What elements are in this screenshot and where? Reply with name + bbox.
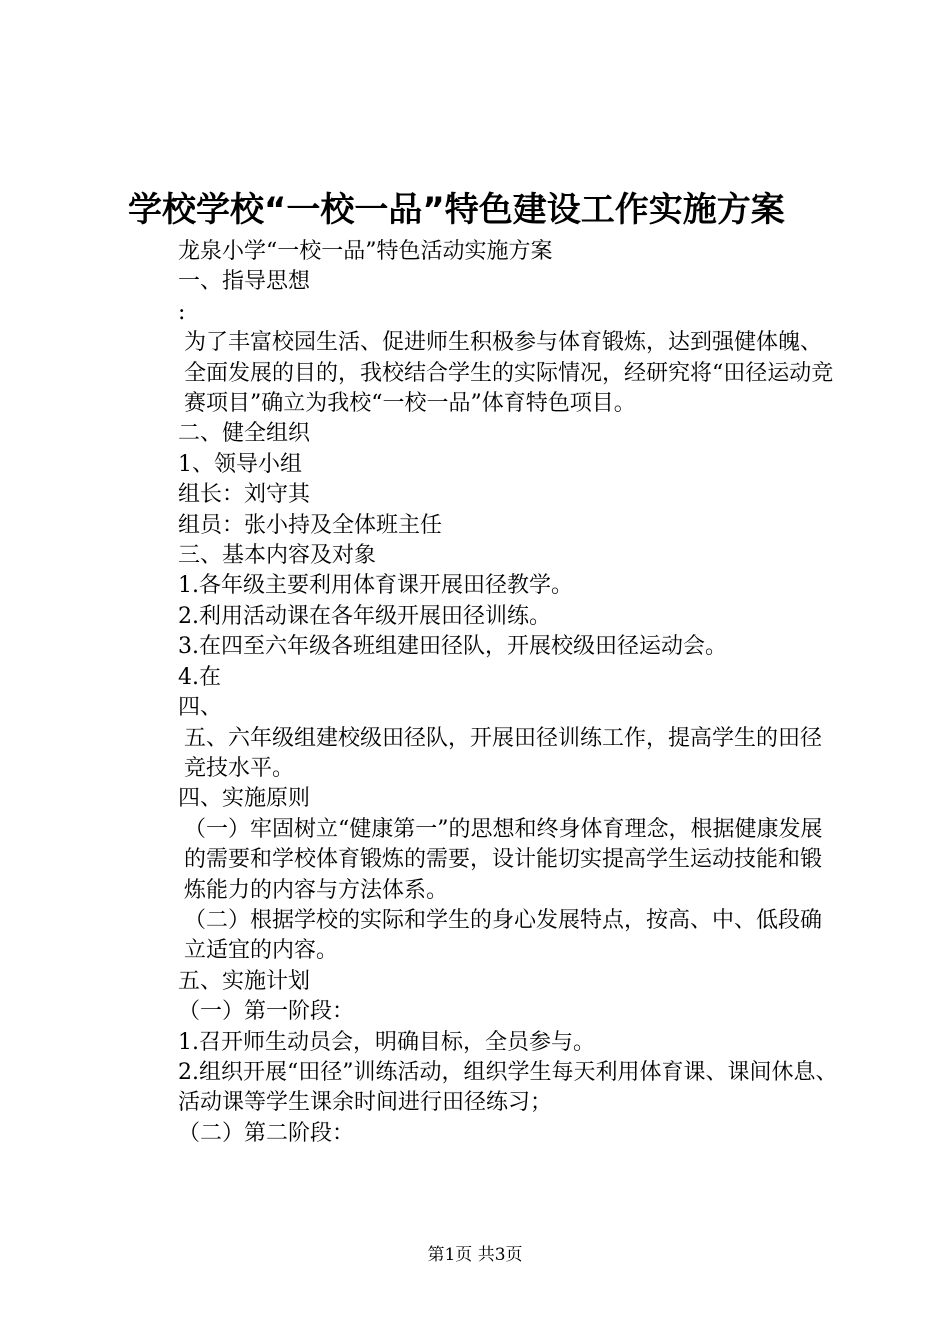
body-paragraph: （二）第二阶段： <box>178 1120 355 1146</box>
section-heading: 四、实施原则 <box>178 786 311 812</box>
list-item: 4.在 <box>178 664 221 690</box>
section-heading: 二、健全组织 <box>178 421 311 447</box>
list-item: 2.利用活动课在各年级开展田径训练。 <box>178 603 551 629</box>
list-item: 1.各年级主要利用体育课开展田径教学。 <box>178 573 573 599</box>
body-paragraph: 1、领导小组 <box>178 451 302 477</box>
body-paragraph: （二）根据学校的实际和学生的身心发展特点，按高、中、低段确立适宜的内容。 <box>184 907 823 964</box>
body-paragraph: （一）第一阶段： <box>178 999 355 1025</box>
subtitle-paragraph: 龙泉小学“一校一品”特色活动实施方案 <box>178 239 553 264</box>
document-title: 学校学校“一校一品”特色建设工作实施方案 <box>128 190 785 230</box>
body-paragraph: 为了丰富校园生活、促进师生积极参与体育锻炼，达到强健体魄、全面发展的目的，我校结合学生的实际情况，经研究将“田径运动竞赛项目”确立为我校“一校一品”体育特色项目。 <box>184 330 834 417</box>
section-heading: 三、基本内容及对象 <box>178 543 377 569</box>
body-paragraph: 四、 <box>178 695 223 721</box>
list-item: 3.在四至六年级各班组建田径队，开展校级田径运动会。 <box>178 634 727 660</box>
colon-line: : <box>178 299 186 325</box>
section-heading: 五、实施计划 <box>178 968 311 994</box>
document-body <box>130 237 842 1149</box>
body-paragraph: 五、六年级组建校级田径队，开展田径训练工作，提高学生的田径竞技水平。 <box>184 725 823 781</box>
list-item: 1.召开师生动员会，明确目标，全员参与。 <box>178 1029 595 1055</box>
body-paragraph: （一）牢固树立“健康第一”的思想和终身体育理念，根据健康发展的需要和学校体育锻炼的需要，设计能切实提高学生运动技能和锻炼能力的内容与方法体系。 <box>184 816 823 903</box>
section-heading: 一、指导思想 <box>178 269 311 295</box>
body-paragraph: 组员：张小持及全体班主任 <box>178 512 443 538</box>
list-item: 2.组织开展“田径”训练活动，组织学生每天利用体育课、课间休息、活动课等学生课余时间进行田径练习； <box>178 1059 838 1116</box>
page-number: 第1页 共3页 <box>427 1245 523 1265</box>
body-paragraph: 组长：刘守其 <box>178 482 311 508</box>
